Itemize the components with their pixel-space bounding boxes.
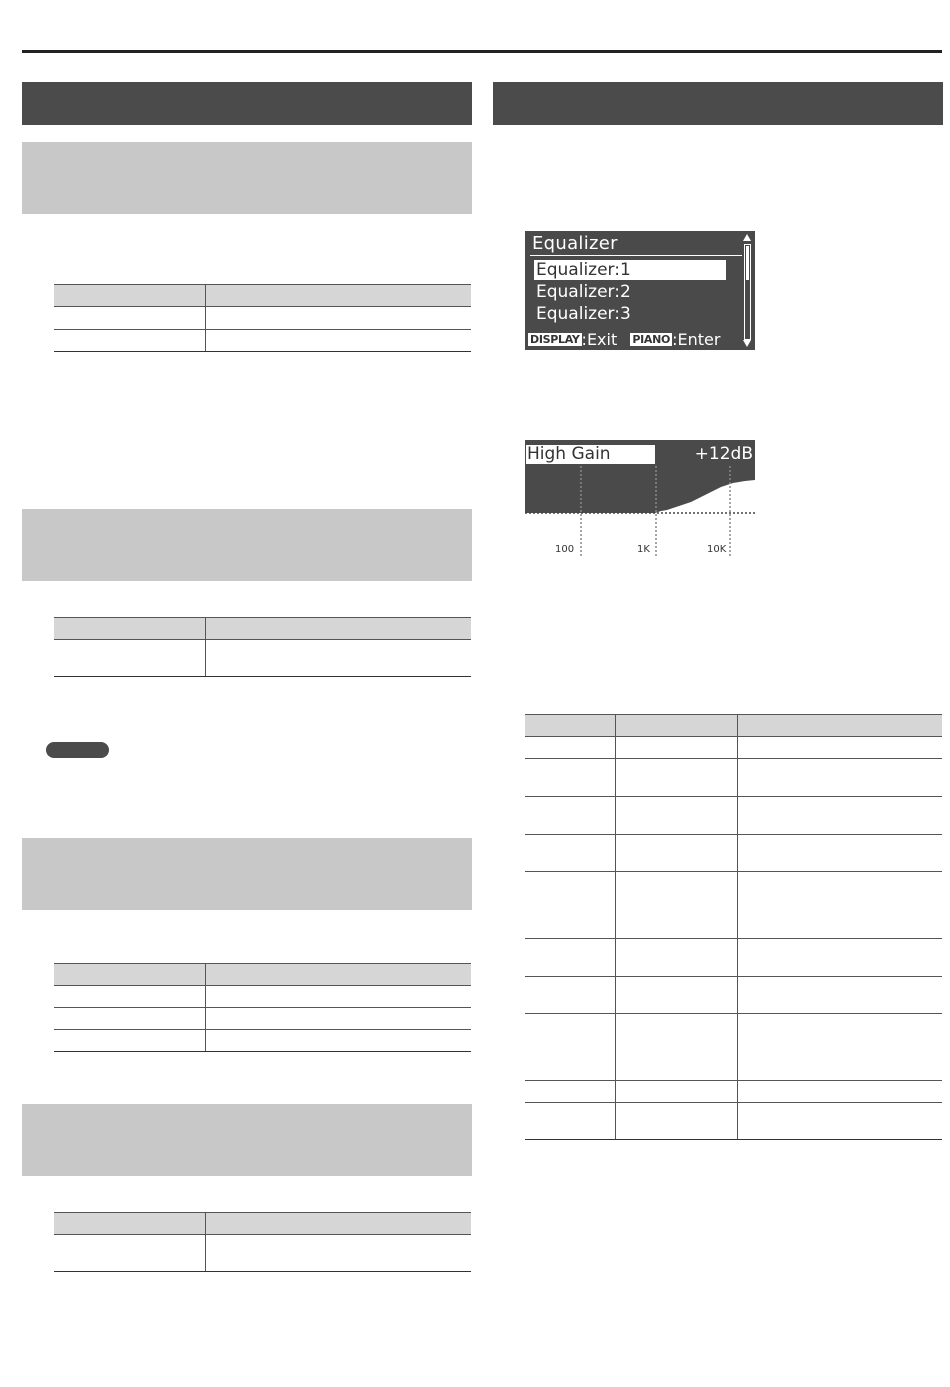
setting-band-3: [22, 838, 472, 910]
table-row: [54, 330, 471, 352]
gain-parameter-label[interactable]: High Gain: [526, 445, 655, 464]
lcd-menu-item-selected[interactable]: Equalizer:1: [534, 260, 726, 280]
table-header-row: [525, 715, 942, 737]
table-header-row: [54, 285, 471, 307]
memo-badge: [46, 742, 109, 758]
right-section-header: [493, 82, 943, 125]
display-action-label: :Exit: [581, 330, 618, 349]
setting-band-2: [22, 509, 472, 581]
lcd-screen-title: Equalizer: [532, 233, 618, 254]
table-row: [525, 797, 942, 835]
table-row: [525, 759, 942, 797]
axis-label-10k: 10K: [707, 544, 727, 555]
table-row: [54, 1030, 471, 1052]
table-row: [525, 1081, 942, 1103]
lcd-menu-item[interactable]: Equalizer:2: [536, 282, 631, 302]
table-row: [54, 1235, 471, 1272]
axis-label-1k: 1K: [637, 544, 650, 555]
settings-table-1: [54, 284, 471, 352]
eq-boost-curve: [655, 480, 755, 513]
settings-table-4: [54, 1212, 471, 1272]
lcd-scrollbar-thumb: [746, 246, 749, 280]
gain-value-readout: +12dB: [694, 444, 753, 464]
top-rule: [22, 50, 942, 53]
lcd-scrollbar: [744, 244, 751, 340]
high-gain-lcd-screen: [525, 440, 755, 558]
lcd-menu-item[interactable]: Equalizer:3: [536, 304, 631, 324]
table-row: [525, 1014, 942, 1081]
left-section-header: [22, 82, 472, 125]
table-header-row: [54, 1213, 471, 1235]
axis-label-100: 100: [555, 544, 575, 555]
piano-key-label: PIANO: [632, 333, 671, 346]
table-row: [525, 835, 942, 872]
table-header-row: [54, 964, 471, 986]
table-row: [525, 872, 942, 939]
display-key-label: DISPLAY: [530, 333, 580, 346]
lcd-footer: [525, 330, 720, 350]
table-row: [525, 939, 942, 977]
table-row: [54, 640, 471, 677]
table-header-row: [54, 618, 471, 640]
setting-band-4: [22, 1104, 472, 1176]
table-row: [525, 977, 942, 1014]
table-row: [54, 307, 471, 330]
table-row: [525, 737, 942, 759]
equalizer-parameter-table: [525, 714, 942, 1140]
scroll-up-arrow-icon: [743, 234, 751, 241]
piano-action-label: :Enter: [672, 330, 721, 349]
settings-table-3: [54, 963, 471, 1052]
table-row: [54, 986, 471, 1008]
settings-table-2: [54, 617, 471, 677]
lcd-title-divider: [530, 255, 742, 256]
table-row: [54, 1008, 471, 1030]
equalizer-lcd-screen: [525, 231, 755, 350]
table-row: [525, 1103, 942, 1140]
scroll-down-arrow-icon: [743, 340, 751, 347]
setting-band-1: [22, 142, 472, 214]
